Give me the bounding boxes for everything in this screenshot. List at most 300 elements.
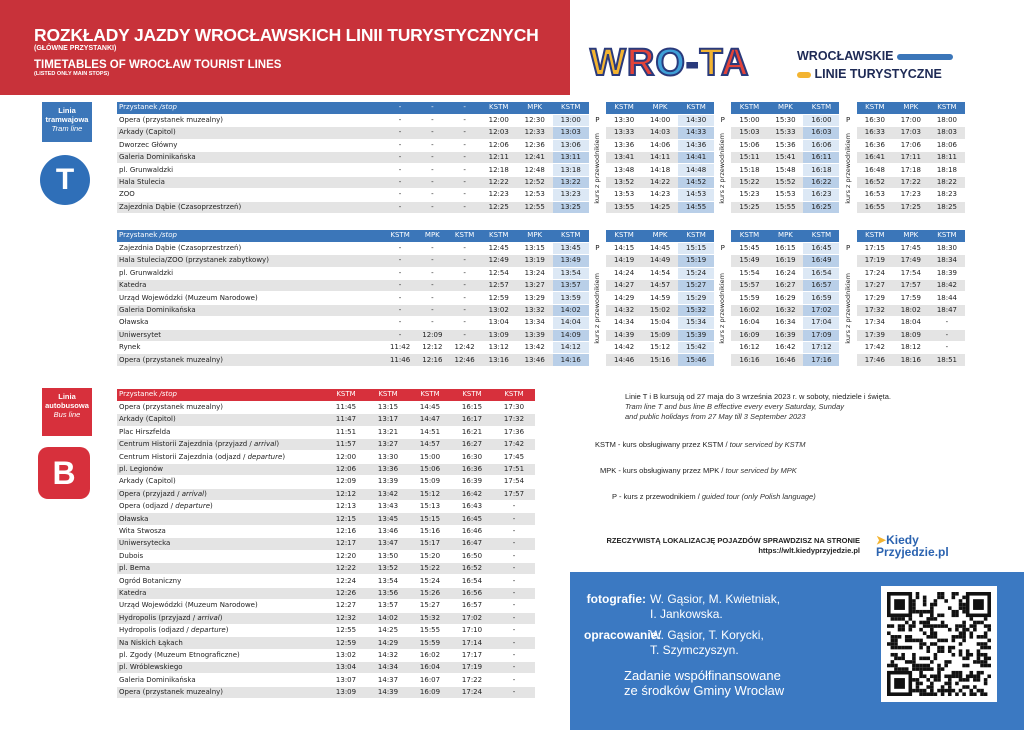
departure-time: - <box>493 525 535 537</box>
departure-time: 13:54 <box>553 267 589 279</box>
table-row <box>117 304 965 316</box>
departure-time: 17:09 <box>803 329 839 341</box>
departure-time: 15:00 <box>731 114 767 126</box>
departure-time: 16:52 <box>857 176 893 188</box>
operator-header: KSTM <box>493 389 535 401</box>
departure-time: 17:27 <box>857 280 893 292</box>
departure-time: 14:23 <box>642 189 678 201</box>
departure-time: 11:42 <box>384 342 416 354</box>
departure-time: 12:42 <box>448 342 480 354</box>
departure-time: - <box>416 152 448 164</box>
departure-time: 17:54 <box>893 267 929 279</box>
departure-time: - <box>384 292 416 304</box>
departure-time: 13:59 <box>553 292 589 304</box>
departure-time: - <box>416 201 448 213</box>
departure-time: 16:45 <box>451 513 493 525</box>
departure-time: 16:19 <box>767 255 803 267</box>
departure-time: 16:12 <box>731 342 767 354</box>
table-row <box>117 280 965 292</box>
table-row <box>117 600 535 612</box>
departure-time: - <box>929 329 965 341</box>
departure-time: 16:54 <box>451 575 493 587</box>
departure-time: 13:50 <box>367 550 409 562</box>
departure-time: 13:27 <box>517 280 553 292</box>
departure-time: 14:32 <box>606 304 642 316</box>
table-row <box>117 525 535 537</box>
table-row <box>117 164 965 176</box>
table-row <box>117 674 535 686</box>
departure-time: 14:19 <box>606 255 642 267</box>
operator-header: KSTM <box>929 102 965 114</box>
departure-time: - <box>493 538 535 550</box>
stop-name: Hala Stulecia/ZOO (przystanek zabytkowy) <box>117 255 384 267</box>
live-location-link[interactable]: https://wlt.kiedyprzyjedzie.pl <box>758 546 860 555</box>
departure-time: 14:41 <box>678 152 714 164</box>
departure-time: - <box>448 139 480 151</box>
departure-time: 12:30 <box>517 114 553 126</box>
table-row <box>117 292 965 304</box>
departure-time: 13:32 <box>517 304 553 316</box>
legend-kstm: KSTM - kurs obsługiwany przez KSTM / tour serviced by KSTM <box>595 440 806 449</box>
departure-time: 17:25 <box>893 201 929 213</box>
departure-time: 18:44 <box>929 292 965 304</box>
departure-time: 17:02 <box>451 612 493 624</box>
departure-time: - <box>384 139 416 151</box>
departure-time: 14:42 <box>606 342 642 354</box>
departure-time: 13:02 <box>481 304 517 316</box>
departure-time: 12:20 <box>325 550 367 562</box>
table-row <box>117 662 535 674</box>
table-row <box>117 513 535 525</box>
departure-time: - <box>493 600 535 612</box>
departure-time: 16:15 <box>451 401 493 413</box>
departure-time: - <box>448 242 480 254</box>
stop-name: Arkady (Capitol) <box>117 476 325 488</box>
departure-time: - <box>416 127 448 139</box>
stop-name: Uniwersytet <box>117 329 384 341</box>
departure-time: 15:20 <box>409 550 451 562</box>
departure-time: 18:22 <box>929 176 965 188</box>
departure-time: 16:36 <box>857 139 893 151</box>
departure-time: 12:17 <box>325 538 367 550</box>
departure-time: 12:45 <box>481 242 517 254</box>
stop-name: pl. Grunwaldzki <box>117 164 384 176</box>
departure-time: 11:57 <box>325 439 367 451</box>
operator-header: MPK <box>416 230 448 242</box>
departure-time: 15:22 <box>731 176 767 188</box>
departure-time: 13:19 <box>517 255 553 267</box>
departure-time: 17:57 <box>893 280 929 292</box>
linie-turystyczne-logo: WROCŁAWSKIE LINIE TURYSTYCZNE <box>797 47 953 83</box>
departure-time: 15:53 <box>767 189 803 201</box>
departure-time: - <box>416 267 448 279</box>
departure-time: 15:12 <box>409 488 451 500</box>
departure-time: - <box>416 164 448 176</box>
departure-time: 15:09 <box>642 329 678 341</box>
departure-time: 11:51 <box>325 426 367 438</box>
departure-time: 12:22 <box>481 176 517 188</box>
departure-time: - <box>493 686 535 698</box>
departure-time: 14:29 <box>367 637 409 649</box>
departure-time: 16:54 <box>803 267 839 279</box>
departure-time: 12:00 <box>481 114 517 126</box>
departure-time: 18:12 <box>893 342 929 354</box>
operator-header: KSTM <box>678 102 714 114</box>
departure-time: 16:16 <box>731 354 767 366</box>
departure-time: 14:11 <box>642 152 678 164</box>
operator-header: MPK <box>517 102 553 114</box>
departure-time: 17:34 <box>857 317 893 329</box>
departure-time: 14:25 <box>367 624 409 636</box>
departure-time: 14:53 <box>678 189 714 201</box>
departure-time: 12:32 <box>325 612 367 624</box>
departure-time: - <box>416 189 448 201</box>
table-row <box>117 649 535 661</box>
stop-name: Galeria Dominikańska <box>117 152 384 164</box>
departure-time: - <box>416 255 448 267</box>
legend-mpk: MPK - kurs obsługiwany przez MPK / tour serviced by MPK <box>600 466 797 475</box>
stop-name: Opera (przystanek muzealny) <box>117 354 384 366</box>
stop-column-header: Przystanek /stop <box>117 102 384 114</box>
departure-time: 13:57 <box>553 280 589 292</box>
departure-time: - <box>448 280 480 292</box>
table-row <box>117 451 535 463</box>
departure-time: - <box>493 612 535 624</box>
operator-header: KSTM <box>857 102 893 114</box>
departure-time: 14:30 <box>678 114 714 126</box>
departure-time: 13:12 <box>481 342 517 354</box>
operator-header: KSTM <box>448 230 480 242</box>
departure-time: 14:37 <box>367 674 409 686</box>
departure-time: 14:09 <box>553 329 589 341</box>
funding-note: Zadanie współfinansowane ze środków Gminy Wrocław <box>624 668 785 698</box>
departure-time: 15:42 <box>678 342 714 354</box>
stop-name: Centrum Historii Zajezdnia (przyjazd / arrival) <box>117 439 325 451</box>
departure-time: 17:54 <box>493 476 535 488</box>
departure-time: 17:04 <box>803 317 839 329</box>
departure-time: 17:51 <box>493 463 535 475</box>
table-row <box>117 242 965 254</box>
departure-time: - <box>448 267 480 279</box>
departure-time: - <box>416 304 448 316</box>
operator-header: MPK <box>893 102 929 114</box>
departure-time: 12:22 <box>325 562 367 574</box>
table-row <box>117 488 535 500</box>
departure-time: - <box>384 164 416 176</box>
stop-name: Oławska <box>117 513 325 525</box>
departure-time: 12:16 <box>416 354 448 366</box>
departure-time: 16:09 <box>409 686 451 698</box>
departure-time: - <box>416 292 448 304</box>
table-row <box>117 550 535 562</box>
departure-time: 14:02 <box>367 612 409 624</box>
departure-time: 17:06 <box>893 139 929 151</box>
departure-time: 16:45 <box>803 242 839 254</box>
departure-time: 12:18 <box>481 164 517 176</box>
departure-time: 12:48 <box>517 164 553 176</box>
departure-time: 16:11 <box>803 152 839 164</box>
departure-time: 16:18 <box>803 164 839 176</box>
departure-time: 15:06 <box>731 139 767 151</box>
departure-time: 13:02 <box>325 649 367 661</box>
departure-time: 13:16 <box>481 354 517 366</box>
departure-time: - <box>493 501 535 513</box>
table-row <box>117 501 535 513</box>
departure-time: 17:32 <box>857 304 893 316</box>
departure-time: 13:54 <box>367 575 409 587</box>
departure-time: 16:53 <box>857 189 893 201</box>
departure-time: - <box>493 674 535 686</box>
stop-name: Zajezdnia Dąbie (Czasoprzestrzeń) <box>117 242 384 254</box>
departure-time: 13:30 <box>367 451 409 463</box>
departure-time: 16:41 <box>857 152 893 164</box>
departure-time: 14:24 <box>606 267 642 279</box>
table-row <box>117 342 965 354</box>
departure-time: - <box>384 201 416 213</box>
departure-time: 13:25 <box>553 201 589 213</box>
departure-time: 15:09 <box>409 476 451 488</box>
departure-time: 15:34 <box>678 317 714 329</box>
operator-header: KSTM <box>553 102 589 114</box>
departure-time: 12:53 <box>517 189 553 201</box>
table-row <box>117 267 965 279</box>
departure-time: 17:02 <box>803 304 839 316</box>
table-row <box>117 624 535 636</box>
departure-time: 16:57 <box>451 600 493 612</box>
stop-name: ZOO <box>117 189 384 201</box>
departure-time: 17:46 <box>857 354 893 366</box>
departure-time: 13:55 <box>606 201 642 213</box>
bus-line-symbol: B <box>38 447 90 499</box>
departure-time: 15:25 <box>731 201 767 213</box>
departure-time: - <box>416 242 448 254</box>
stop-name: Centrum Historii Zajezdnia (odjazd / departure) <box>117 451 325 463</box>
stop-name: Opera (odjazd / departure) <box>117 501 325 513</box>
departure-time: 15:26 <box>409 587 451 599</box>
departure-time: - <box>384 176 416 188</box>
departure-time: 16:46 <box>451 525 493 537</box>
stop-name: Galeria Dominikańska <box>117 304 384 316</box>
departure-time: - <box>384 152 416 164</box>
table-row <box>117 439 535 451</box>
stop-name: Na Niskich Łąkach <box>117 637 325 649</box>
departure-time: 15:39 <box>678 329 714 341</box>
guided-tour-label: kurs z przewodnikiem <box>839 255 856 367</box>
header-banner <box>0 0 570 95</box>
stop-name: Rynek <box>117 342 384 354</box>
departure-time: 15:30 <box>767 114 803 126</box>
departure-time: 15:59 <box>409 637 451 649</box>
departure-time: 13:17 <box>367 414 409 426</box>
departure-time: 17:42 <box>493 439 535 451</box>
departure-time: 18:06 <box>929 139 965 151</box>
departure-time: 13:24 <box>517 267 553 279</box>
departure-time: 12:59 <box>325 637 367 649</box>
departure-time: 15:18 <box>731 164 767 176</box>
departure-time: 16:42 <box>767 342 803 354</box>
departure-time: 15:46 <box>678 354 714 366</box>
departure-time: 13:27 <box>367 439 409 451</box>
departure-time: 13:36 <box>367 463 409 475</box>
departure-time: 14:48 <box>678 164 714 176</box>
departure-time: 18:18 <box>929 164 965 176</box>
departure-time: 17:45 <box>893 242 929 254</box>
departure-time: 15:15 <box>678 242 714 254</box>
departure-time: 17:24 <box>857 267 893 279</box>
table-row <box>117 127 965 139</box>
departure-time: 16:39 <box>451 476 493 488</box>
departure-time: 14:02 <box>553 304 589 316</box>
departure-time: 13:56 <box>367 587 409 599</box>
departure-time: 15:29 <box>678 292 714 304</box>
departure-time: - <box>384 280 416 292</box>
departure-time: 15:54 <box>731 267 767 279</box>
table-row <box>117 562 535 574</box>
departure-time: 12:49 <box>481 255 517 267</box>
table-row <box>117 176 965 188</box>
departure-time: 12:11 <box>481 152 517 164</box>
departure-time: 16:25 <box>803 201 839 213</box>
departure-time: 18:25 <box>929 201 965 213</box>
departure-time: 12:15 <box>325 513 367 525</box>
departure-time: 15:11 <box>731 152 767 164</box>
departure-time: 18:34 <box>929 255 965 267</box>
operator-header: KSTM <box>481 230 517 242</box>
departure-time: 16:48 <box>857 164 893 176</box>
departure-time: 16:02 <box>409 649 451 661</box>
departure-time: 16:06 <box>803 139 839 151</box>
stop-name: Opera (przystanek muzealny) <box>117 401 325 413</box>
departure-time: - <box>493 550 535 562</box>
departure-time: 14:39 <box>606 329 642 341</box>
departure-time: 17:42 <box>857 342 893 354</box>
departure-time: 17:59 <box>893 292 929 304</box>
operator-header: KSTM <box>606 102 642 114</box>
page-subtitle-en: (LISTED ONLY MAIN STOPS) <box>34 71 110 77</box>
departure-time: 16:07 <box>409 674 451 686</box>
qr-code[interactable] <box>881 586 997 702</box>
departure-time: 13:36 <box>606 139 642 151</box>
guided-tour-marker: P <box>589 114 606 126</box>
operator-header: KSTM <box>803 230 839 242</box>
departure-time: - <box>448 152 480 164</box>
departure-time: 18:42 <box>929 280 965 292</box>
departure-time: 17:11 <box>893 152 929 164</box>
table-row <box>117 637 535 649</box>
departure-time: - <box>416 280 448 292</box>
stop-name: Urząd Wojewódzki (Muzeum Narodowe) <box>117 292 384 304</box>
guided-tour-marker: P <box>714 242 731 254</box>
departure-time: 15:03 <box>731 127 767 139</box>
wro-ta-logo: WRO-TA <box>590 42 750 84</box>
departure-time: - <box>493 587 535 599</box>
departure-time: 17:19 <box>857 255 893 267</box>
kiedy-przyjedzie-logo: ➤Kiedy Przyjedzie.pl <box>876 533 949 559</box>
stop-name: Opera (przystanek muzealny) <box>117 114 384 126</box>
departure-time: 17:49 <box>893 255 929 267</box>
departure-time: 13:48 <box>606 164 642 176</box>
departure-time: - <box>448 189 480 201</box>
departure-time: 15:24 <box>678 267 714 279</box>
departure-time: 14:25 <box>642 201 678 213</box>
departure-time: 14:33 <box>678 127 714 139</box>
departure-time: - <box>384 304 416 316</box>
departure-time: 14:12 <box>553 342 589 354</box>
departure-time: 15:27 <box>678 280 714 292</box>
stop-name: Hydropolis (przyjazd / arrival) <box>117 612 325 624</box>
departure-time: 15:55 <box>767 201 803 213</box>
table-row <box>117 329 965 341</box>
departure-time: 12:13 <box>325 501 367 513</box>
departure-time: 14:57 <box>409 439 451 451</box>
departure-time: 17:22 <box>451 674 493 686</box>
departure-time: 17:57 <box>493 488 535 500</box>
departure-time: 14:16 <box>553 354 589 366</box>
operator-header: MPK <box>642 102 678 114</box>
guided-tour-marker: P <box>839 242 856 254</box>
operator-header: MPK <box>893 230 929 242</box>
departure-time: 13:03 <box>553 127 589 139</box>
departure-time: - <box>384 127 416 139</box>
table-row <box>117 587 535 599</box>
departure-time: 15:06 <box>409 463 451 475</box>
table-row <box>117 426 535 438</box>
departure-time: 17:36 <box>493 426 535 438</box>
departure-time: 18:09 <box>893 329 929 341</box>
departure-time: - <box>384 242 416 254</box>
operator-header: KSTM <box>678 230 714 242</box>
table-row <box>117 686 535 698</box>
departure-time: 12:12 <box>416 342 448 354</box>
departure-time: 12:55 <box>517 201 553 213</box>
departure-time: 17:24 <box>451 686 493 698</box>
departure-time: 16:33 <box>857 127 893 139</box>
departure-time: 15:04 <box>642 317 678 329</box>
operator-header: KSTM <box>857 230 893 242</box>
departure-time: - <box>448 114 480 126</box>
departure-time: - <box>384 267 416 279</box>
departure-time: 16:00 <box>803 114 839 126</box>
departure-time: 14:39 <box>367 686 409 698</box>
departure-time: 17:45 <box>493 451 535 463</box>
guided-tour-label: kurs z przewodnikiem <box>839 127 856 214</box>
departure-time: 13:46 <box>517 354 553 366</box>
departure-time: 15:17 <box>409 538 451 550</box>
departure-time: 17:03 <box>893 127 929 139</box>
departure-time: 16:43 <box>451 501 493 513</box>
operator-header: KSTM <box>451 389 493 401</box>
tram-timetable-return <box>117 230 965 367</box>
operator-header: KSTM <box>606 230 642 242</box>
departure-time: 12:25 <box>481 201 517 213</box>
departure-time: - <box>448 292 480 304</box>
departure-time: 18:51 <box>929 354 965 366</box>
departure-time: 16:55 <box>857 201 893 213</box>
stop-column-header: Przystanek /stop <box>117 230 384 242</box>
departure-time: 15:49 <box>731 255 767 267</box>
table-row <box>117 612 535 624</box>
departure-time: - <box>493 513 535 525</box>
departure-time: - <box>448 127 480 139</box>
departure-time: 12:23 <box>481 189 517 201</box>
departure-time: 14:29 <box>606 292 642 304</box>
departure-time: 13:04 <box>481 317 517 329</box>
stop-name: Dworzec Główny <box>117 139 384 151</box>
guided-tour-label: kurs z przewodnikiem <box>714 127 731 214</box>
stop-name: pl. Grunwaldzki <box>117 267 384 279</box>
stop-name: Zajezdnia Dąbie (Czasoprzestrzeń) <box>117 201 384 213</box>
departure-time: 16:02 <box>731 304 767 316</box>
